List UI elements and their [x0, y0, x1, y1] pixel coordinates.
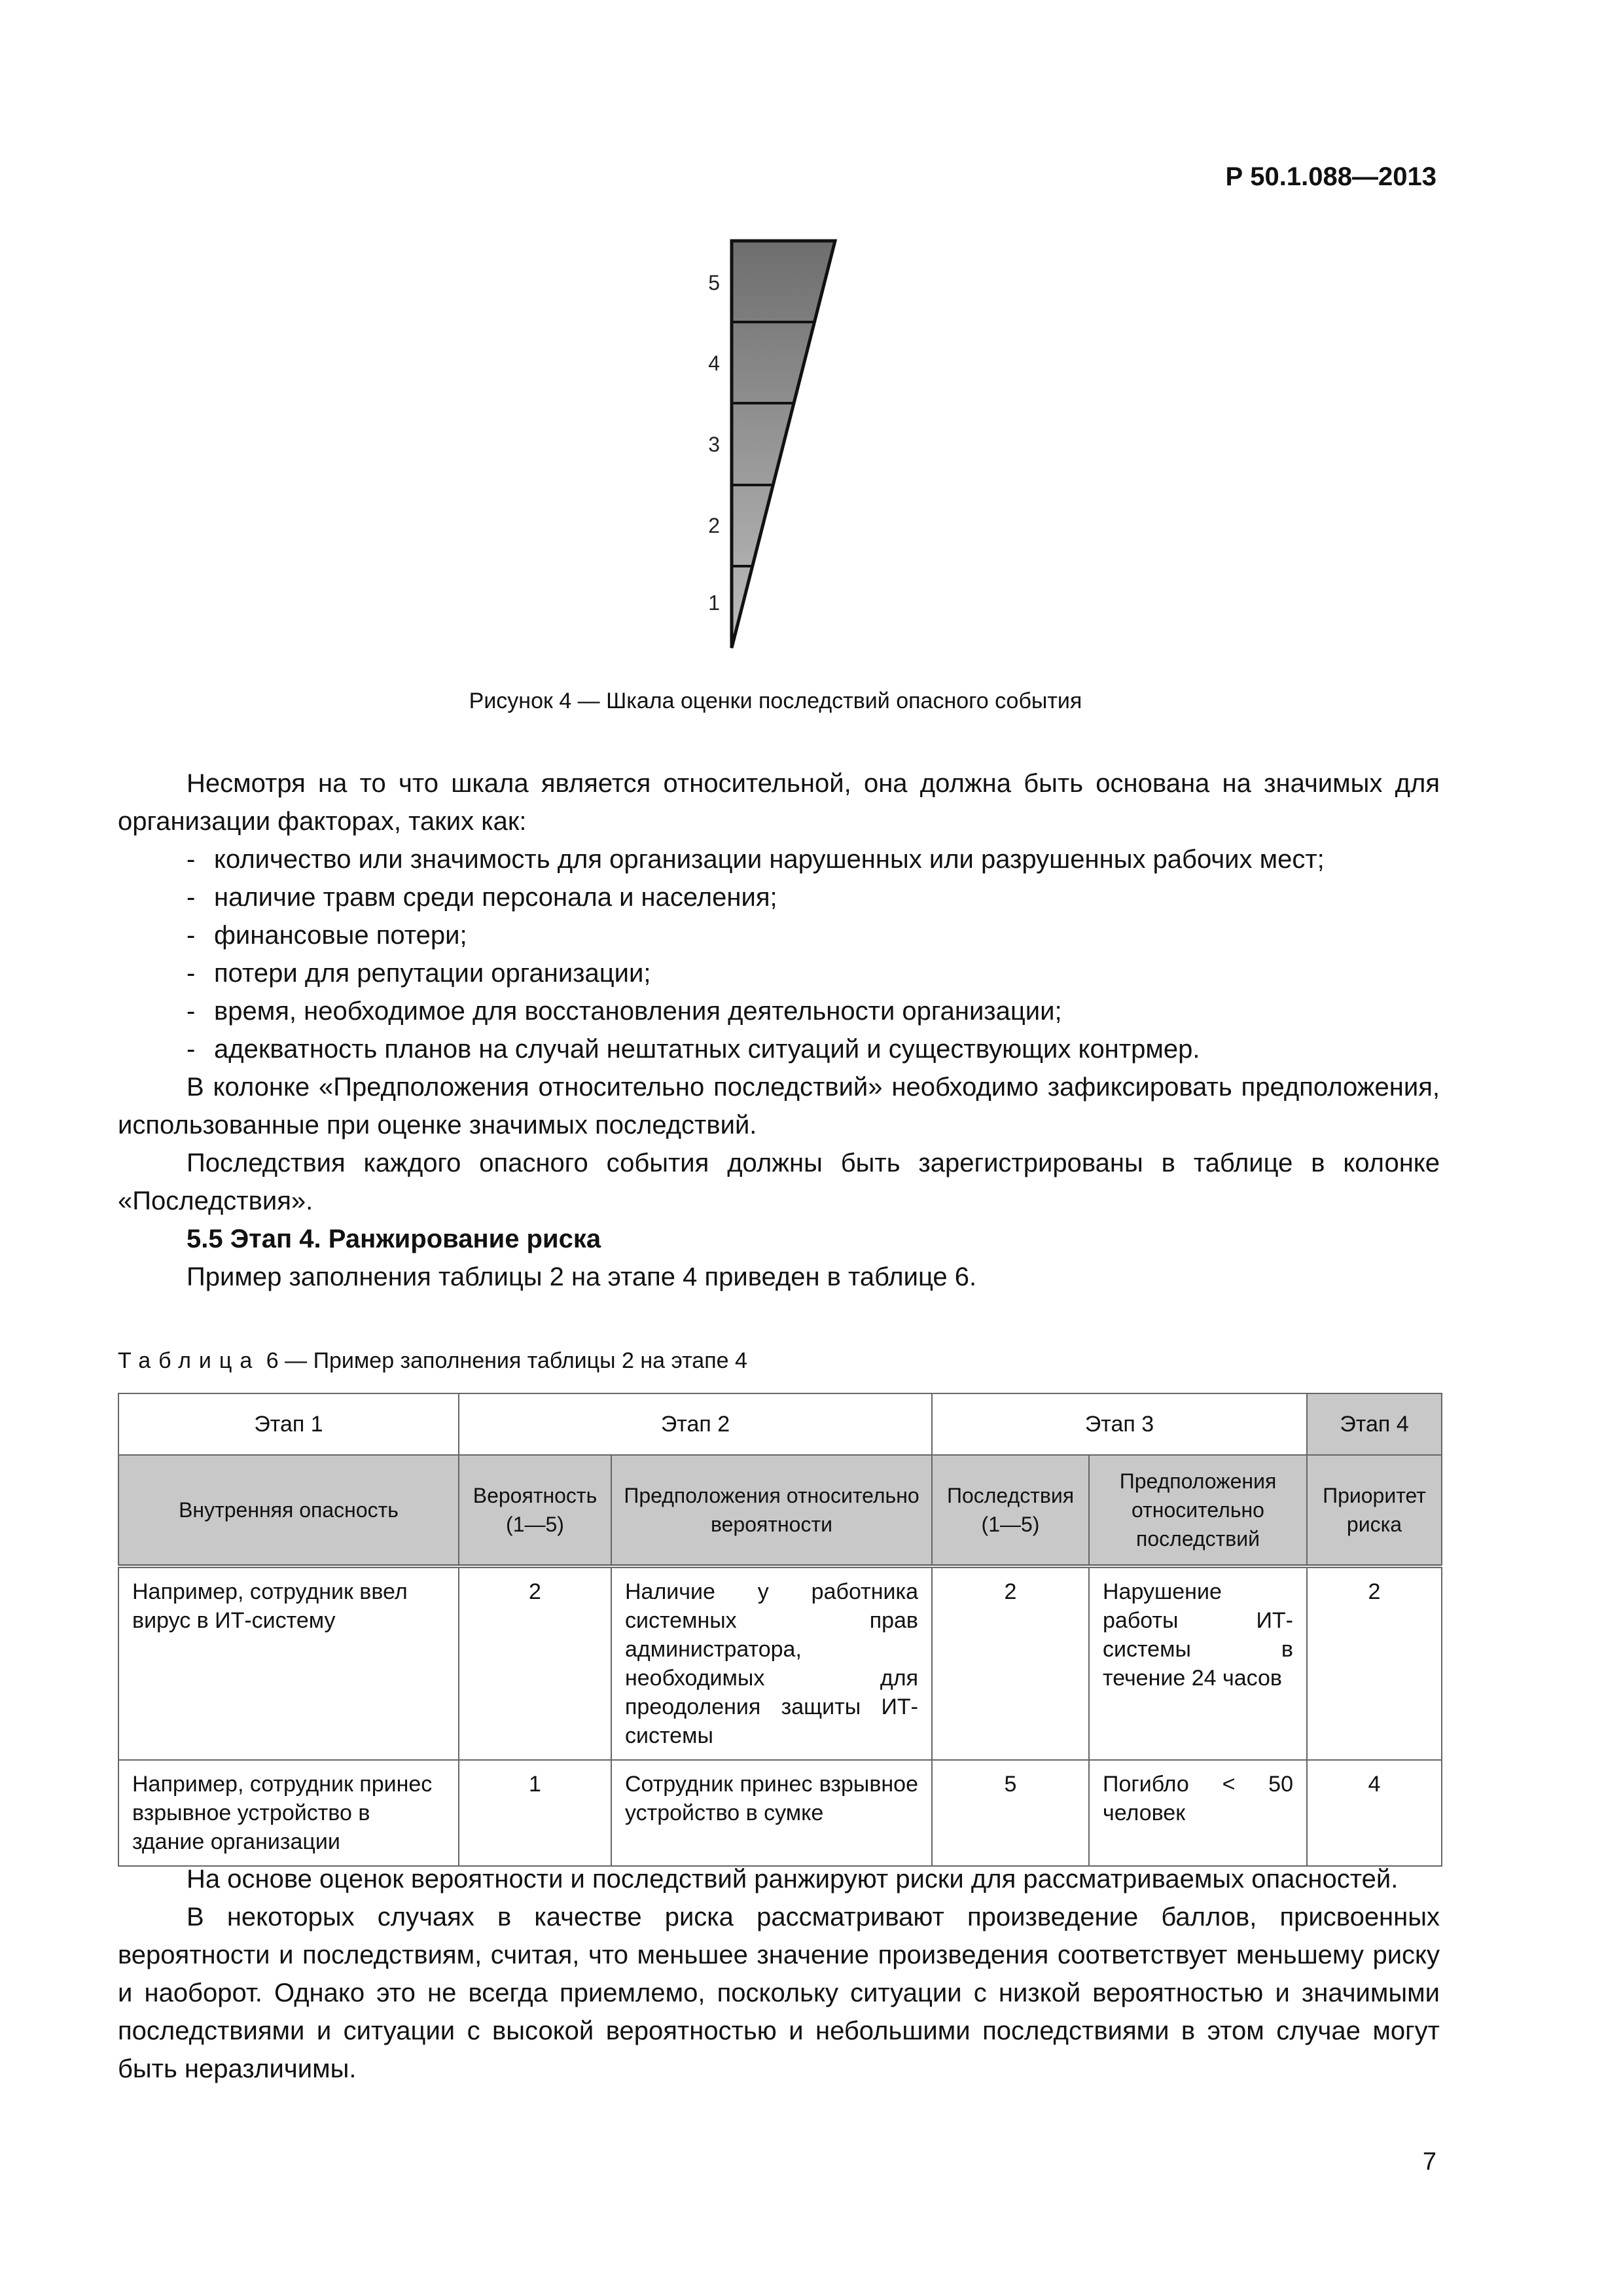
table-caption: Таблица 6 — Пример заполнения таблицы 2 на этапе 4	[118, 1348, 747, 1373]
page-number: 7	[1422, 2148, 1436, 2176]
list-item: - адекватность планов на случай нештатных ситуаций и существующих контрмер.	[187, 1035, 1200, 1064]
table-cell: Наличие у работника системных прав администратора, необходимых для преодоления защиты ИТ-системы	[611, 1566, 932, 1760]
body-text-upper	[118, 764, 1440, 1296]
stage-row	[118, 1393, 1442, 1455]
header-row	[118, 1455, 1442, 1566]
section-heading: 5.5 Этап 4. Ранжирование риска	[187, 1225, 601, 1253]
list-item: - финансовые потери;	[187, 921, 467, 950]
table-cell: 4	[1307, 1760, 1442, 1866]
table-cell: Нарушение работы ИТ-системы в течение 24 часов	[1089, 1566, 1307, 1760]
header-cell: Внутренняя опасность	[118, 1455, 459, 1566]
scale-label-2: 2	[708, 514, 720, 537]
product-paragraph: В некоторых случаях в качестве риска рассматривают произведение баллов, присвоенных вероятности и последствиям, считая, что меньшее значение произведения соответствует меньшему риску и наоборот. Однако это не всегда приемлемо, поскольку ситуации с низкой вероятностью и значимыми последствиями и ситуации с высокой вероятностью и небольшими последствиями в этом случае могут быть неразличимы.	[118, 1903, 1440, 2083]
list-item: - наличие травм среди персонала и населения;	[187, 883, 777, 912]
table-cell: 2	[1307, 1566, 1442, 1760]
header-cell: Вероятность (1—5)	[459, 1455, 611, 1566]
scale-label-1: 1	[708, 591, 720, 615]
factors-list	[118, 840, 1440, 1068]
consequence-scale-figure	[0, 0, 1623, 668]
table-cell: Например, сотрудник принес взрывное устройство в здание организации	[118, 1760, 459, 1866]
figure-caption: Рисунок 4 — Шкала оценки последствий опасного события	[469, 689, 1082, 713]
document-code: Р 50.1.088—2013	[1225, 162, 1436, 191]
stage-cell: Этап 3	[932, 1393, 1307, 1455]
table-row	[118, 1566, 1442, 1760]
list-item: - время, необходимое для восстановления деятельности организации;	[187, 997, 1062, 1026]
stage-cell: Этап 1	[118, 1393, 459, 1455]
table-cell: 2	[459, 1566, 611, 1760]
table-cell: Погибло < 50 человек	[1089, 1760, 1307, 1866]
list-item: - количество или значимость для организации нарушенных или разрушенных рабочих мест;	[187, 845, 1325, 874]
scale-label-5: 5	[708, 271, 720, 295]
assumptions-paragraph: В колонке «Предположения относительно последствий» необходимо зафиксировать предположения, использованные при оценке значимых последствий.	[118, 1073, 1440, 1139]
scale-wedge	[732, 241, 835, 648]
table-cell: 2	[932, 1566, 1089, 1760]
body-text-lower	[118, 1860, 1440, 2088]
header-cell: Приоритет риска	[1307, 1455, 1442, 1566]
table-cell: 1	[459, 1760, 611, 1866]
stage-cell: Этап 4	[1307, 1393, 1442, 1455]
risk-table	[118, 1393, 1442, 1867]
table-row	[118, 1760, 1442, 1866]
list-item: - потери для репутации организации;	[187, 959, 651, 988]
header-cell: Предположения относительно последствий	[1089, 1455, 1307, 1566]
table-cell: 5	[932, 1760, 1089, 1866]
example-paragraph: Пример заполнения таблицы 2 на этапе 4 приведен в таблице 6.	[187, 1263, 977, 1291]
ranking-paragraph: На основе оценок вероятности и последствий ранжируют риски для рассматриваемых опасностей.	[187, 1865, 1399, 1893]
header-cell: Последствия (1—5)	[932, 1455, 1089, 1566]
stage-cell: Этап 2	[459, 1393, 932, 1455]
scale-label-4: 4	[708, 351, 720, 375]
consequences-paragraph: Последствия каждого опасного события должны быть зарегистрированы в таблице в колонке «Последствия».	[118, 1149, 1440, 1215]
intro-paragraph: Несмотря на то что шкала является относительной, она должна быть основана на значимых для организации факторах, таких как:	[118, 769, 1440, 836]
scale-label-3: 3	[708, 433, 720, 456]
header-cell: Предположения относительно вероятности	[611, 1455, 932, 1566]
table-cell: Например, сотрудник ввел вирус в ИТ-систему	[118, 1566, 459, 1760]
table-cell: Сотрудник принес взрывное устройство в сумке	[611, 1760, 932, 1866]
